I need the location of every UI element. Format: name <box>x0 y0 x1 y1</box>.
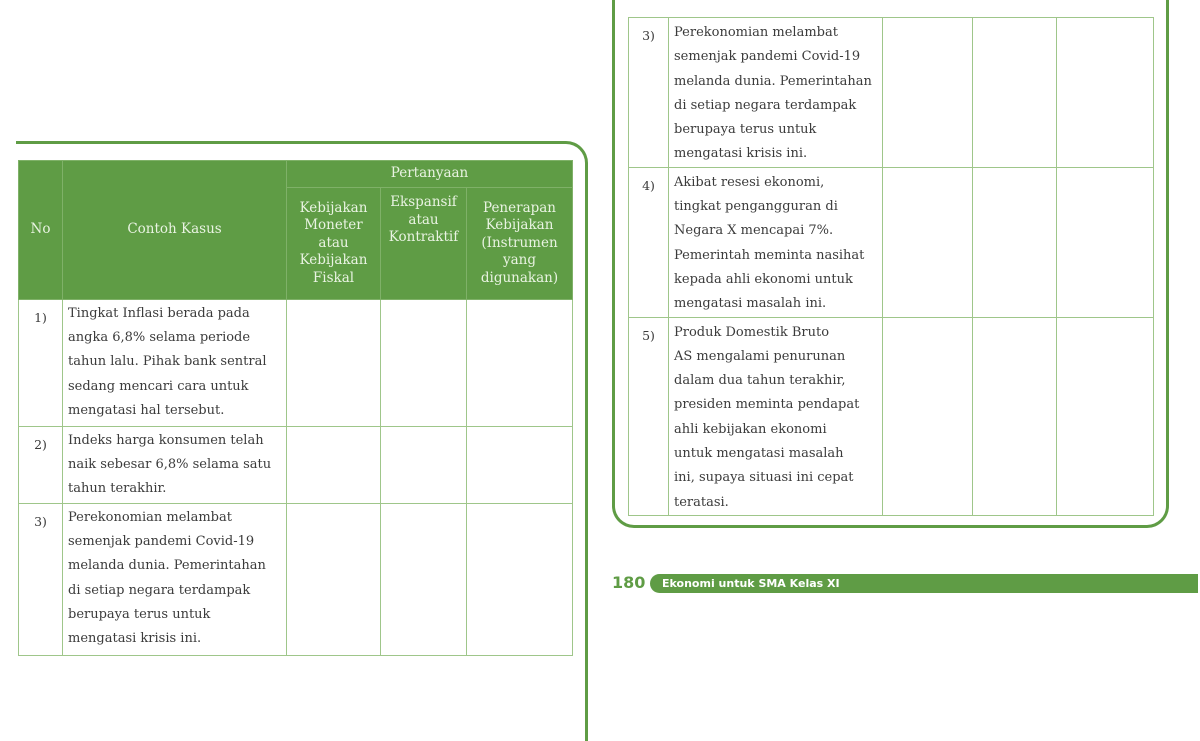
header-ekspansif: Ekspansif atau Kontraktif <box>381 188 467 300</box>
table-row <box>19 300 573 427</box>
case-text: Perekonomian melambat semenjak pandemi Covid-19 melanda dunia. Pemerintahan di setiap negara terdampak berupaya terus untuk mengatasi krisis ini. <box>669 18 883 168</box>
answer-cell-kebijakan[interactable] <box>883 167 973 317</box>
case-text: Indeks harga konsumen telah naik sebesar 6,8% selama satu tahun terakhir. <box>63 427 287 504</box>
answer-cell-kebijakan[interactable] <box>883 317 973 515</box>
case-table-left <box>18 160 573 656</box>
header-no: No <box>19 161 63 300</box>
answer-cell-kebijakan[interactable] <box>287 300 381 427</box>
answer-cell-ekspansif[interactable] <box>973 317 1057 515</box>
row-number: 3) <box>19 504 63 656</box>
header-contoh-kasus: Contoh Kasus <box>63 161 287 300</box>
header-penerapan: Penerapan Kebijakan (Instrumen yang digunakan) <box>467 188 573 300</box>
table-row <box>629 317 1154 515</box>
answer-cell-penerapan[interactable] <box>467 300 573 427</box>
answer-cell-ekspansif[interactable] <box>973 18 1057 168</box>
book-title-banner: Ekonomi untuk SMA Kelas XI <box>650 574 1198 593</box>
answer-cell-ekspansif[interactable] <box>381 300 467 427</box>
page-number: 180 <box>612 573 646 592</box>
answer-cell-ekspansif[interactable] <box>973 167 1057 317</box>
answer-cell-penerapan[interactable] <box>467 427 573 504</box>
answer-cell-penerapan[interactable] <box>467 504 573 656</box>
answer-cell-kebijakan[interactable] <box>287 504 381 656</box>
case-table-right <box>628 17 1154 516</box>
answer-cell-penerapan[interactable] <box>1057 167 1154 317</box>
answer-cell-penerapan[interactable] <box>1057 18 1154 168</box>
header-pertanyaan: Pertanyaan <box>287 161 573 188</box>
answer-cell-kebijakan[interactable] <box>287 427 381 504</box>
table-row <box>629 18 1154 168</box>
row-number: 5) <box>629 317 669 515</box>
case-text: Perekonomian melambat semenjak pandemi Covid-19 melanda dunia. Pemerintahan di setiap negara terdampak berupaya terus untuk mengatasi krisis ini. <box>63 504 287 656</box>
row-number: 4) <box>629 167 669 317</box>
header-kebijakan: Kebijakan Moneter atau Kebijakan Fiskal <box>287 188 381 300</box>
case-text: Tingkat Inflasi berada pada angka 6,8% selama periode tahun lalu. Pihak bank sentral sedang mencari cara untuk mengatasi hal tersebut. <box>63 300 287 427</box>
table-row <box>19 427 573 504</box>
table-row <box>629 167 1154 317</box>
row-number: 2) <box>19 427 63 504</box>
answer-cell-kebijakan[interactable] <box>883 18 973 168</box>
case-text: Akibat resesi ekonomi, tingkat pengangguran di Negara X mencapai 7%. Pemerintah meminta nasihat kepada ahli ekonomi untuk mengatasi masalah ini. <box>669 167 883 317</box>
answer-cell-penerapan[interactable] <box>1057 317 1154 515</box>
row-number: 3) <box>629 18 669 168</box>
case-text: Produk Domestik Bruto AS mengalami penurunan dalam dua tahun terakhir, presiden meminta pendapat ahli kebijakan ekonomi untuk mengatasi masalah ini, supaya situasi ini cepat teratasi. <box>669 317 883 515</box>
row-number: 1) <box>19 300 63 427</box>
answer-cell-ekspansif[interactable] <box>381 504 467 656</box>
answer-cell-ekspansif[interactable] <box>381 427 467 504</box>
table-row <box>19 504 573 656</box>
